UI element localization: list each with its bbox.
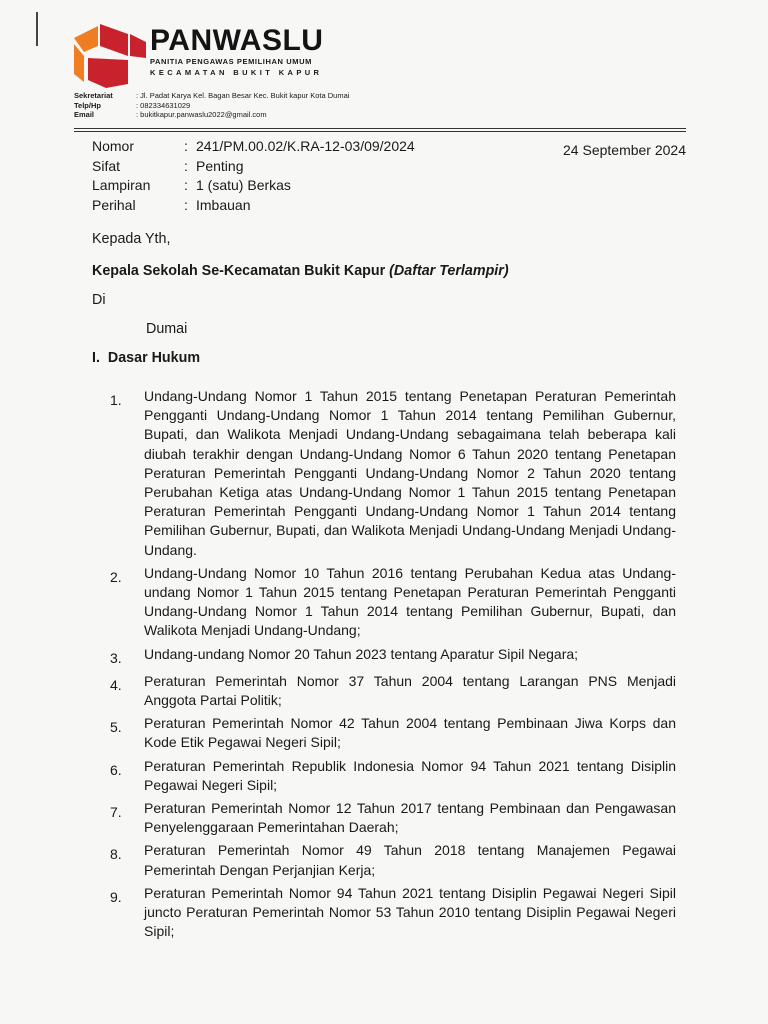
contact-value: : Jl. Padat Karya Kel. Bagan Besar Kec. Bukit kapur Kota Dumai xyxy=(136,91,350,100)
meta-row xyxy=(92,157,415,177)
meta-value: Penting xyxy=(196,157,244,174)
item-number: 9. xyxy=(110,888,122,905)
letterhead-brand xyxy=(150,26,323,78)
item-text: Undang-undang Nomor 20 Tahun 2023 tentang Aparatur Sipil Negara; xyxy=(144,645,579,662)
meta-value: Imbauan xyxy=(196,196,251,213)
item-number: 1. xyxy=(110,392,122,408)
meta-colon: : xyxy=(184,138,188,154)
item-text: Peraturan Pemerintah Nomor 37 Tahun 2004 tentang Larangan PNS Menjadi Anggota Partai Politik; xyxy=(144,672,676,709)
meta-value: 1 (satu) Berkas xyxy=(196,177,291,193)
legal-basis-list xyxy=(110,387,676,945)
list-item xyxy=(110,841,676,879)
item-number: 2. xyxy=(110,568,122,585)
scan-mark xyxy=(36,12,38,46)
header-divider xyxy=(74,128,686,129)
meta-colon: : xyxy=(184,177,188,193)
meta-colon: : xyxy=(184,196,188,213)
meta-colon: : xyxy=(184,157,188,174)
item-number: 8. xyxy=(110,846,122,863)
item-number: 7. xyxy=(110,804,122,821)
recipient-line xyxy=(92,262,509,281)
item-number: 6. xyxy=(110,761,122,778)
list-item xyxy=(110,672,676,710)
contact-label: Sekretariat xyxy=(74,91,113,100)
org-area: KECAMATAN BUKIT KAPUR xyxy=(150,68,323,77)
contact-block xyxy=(74,91,349,120)
meta-label: Perihal xyxy=(92,196,136,213)
recipient-name: Kepala Sekolah Se-Kecamatan Bukit Kapur xyxy=(92,263,386,279)
list-item xyxy=(110,714,676,752)
item-text: Peraturan Pemerintah Republik Indonesia Nomor 94 Tahun 2021 tentang Disiplin Pegawai Negeri Sipil; xyxy=(144,757,676,793)
list-item xyxy=(110,564,676,641)
meta-label: Nomor xyxy=(92,138,135,154)
di-label: Di xyxy=(92,292,106,308)
contact-value: : bukitkapur.panwaslu2022@gmail.com xyxy=(136,110,267,119)
item-text: Peraturan Pemerintah Nomor 94 Tahun 2021 tentang Disiplin Pegawai Negeri Sipil juncto Peraturan Pemerintah Nomor 53 Tahun 2010 tentang Disiplin Pegawai Negeri Sipil; xyxy=(144,884,676,940)
list-item xyxy=(110,799,676,837)
recipient-note: (Daftar Terlampir) xyxy=(389,263,509,279)
item-text: Peraturan Pemerintah Nomor 12 Tahun 2017 tentang Pembinaan dan Pengawasan Penyelenggaraan Pemerintahan Daerah; xyxy=(144,800,676,836)
item-text: Undang-Undang Nomor 1 Tahun 2015 tentang Penetapan Peraturan Pemerintah Pengganti Undang-Undang Nomor 1 Tahun 2014 tentang Pemilihan Gubernur, Bupati, dan Walikota Menjadi Undang-Undang sebagaimana telah beberapa kali diubah terakhir dengan Undang-Undang Nomor 6 Tahun 2020 tentang Penetapan Peraturan Pemerintah Pengganti Undang-Undang Nomor 2 Tahun 2020 tentang Perubahan Ketiga atas Undang-Undang Nomor 1 Tahun 2015 tentang Penetapan Peraturan Pemerintah Pengganti Undang-Undang Nomor 1 Tahun 2014 tentang Pemilihan Gubernur, Bupati, dan Walikota Menjadi Undang-Undang Menjadi Undang-Undang. xyxy=(144,388,676,558)
meta-row xyxy=(92,137,415,157)
list-item xyxy=(110,757,676,795)
item-text: Peraturan Pemerintah Nomor 42 Tahun 2004 tentang Pembinaan Jiwa Korps dan Kode Etik Pegawai Negeri Sipil; xyxy=(144,715,676,751)
contact-label: Email xyxy=(74,110,95,119)
contact-label: Telp/Hp xyxy=(74,100,101,110)
meta-label: Lampiran xyxy=(92,177,151,193)
item-text: Undang-Undang Nomor 10 Tahun 2016 tentang Perubahan Kedua atas Undang-undang Nomor 1 Tahun 2015 tentang Penetapan Peraturan Pemerintah Pengganti Undang-Undang Nomor 1 Tahun 2014 tentang Pemilihan Gubernur, Bupati, dan Walikota Menjadi Undang-Undang; xyxy=(144,564,676,639)
item-text: Peraturan Pemerintah Nomor 49 Tahun 2018 tentang Manajemen Pegawai Pemerintah Dengan Perjanjian Kerja; xyxy=(144,842,676,878)
recipient-city: Dumai xyxy=(146,321,188,337)
letter-meta xyxy=(92,137,415,215)
contact-row xyxy=(74,91,349,101)
section-heading: I. Dasar Hukum xyxy=(92,350,201,366)
contact-value: : 082334631029 xyxy=(136,100,191,110)
meta-label: Sifat xyxy=(92,157,121,174)
item-number: 4. xyxy=(110,676,122,693)
panwaslu-logo-icon xyxy=(70,20,150,90)
list-item xyxy=(110,387,676,560)
header-divider-thin xyxy=(74,131,686,132)
meta-row xyxy=(92,176,415,196)
list-item xyxy=(110,645,676,668)
item-number: 5. xyxy=(110,719,122,736)
item-number: 3. xyxy=(110,649,122,666)
greeting: Kepada Yth, xyxy=(92,231,171,247)
meta-row xyxy=(92,196,415,216)
meta-value: 241/PM.00.02/K.RA-12-03/09/2024 xyxy=(196,138,415,154)
org-full-name: PANITIA PENGAWAS PEMILIHAN UMUM xyxy=(150,57,312,66)
org-name: PANWASLU xyxy=(150,24,324,57)
letter-date: 24 September 2024 xyxy=(563,142,686,158)
contact-row xyxy=(74,101,349,111)
contact-row xyxy=(74,110,349,120)
list-item xyxy=(110,884,676,942)
